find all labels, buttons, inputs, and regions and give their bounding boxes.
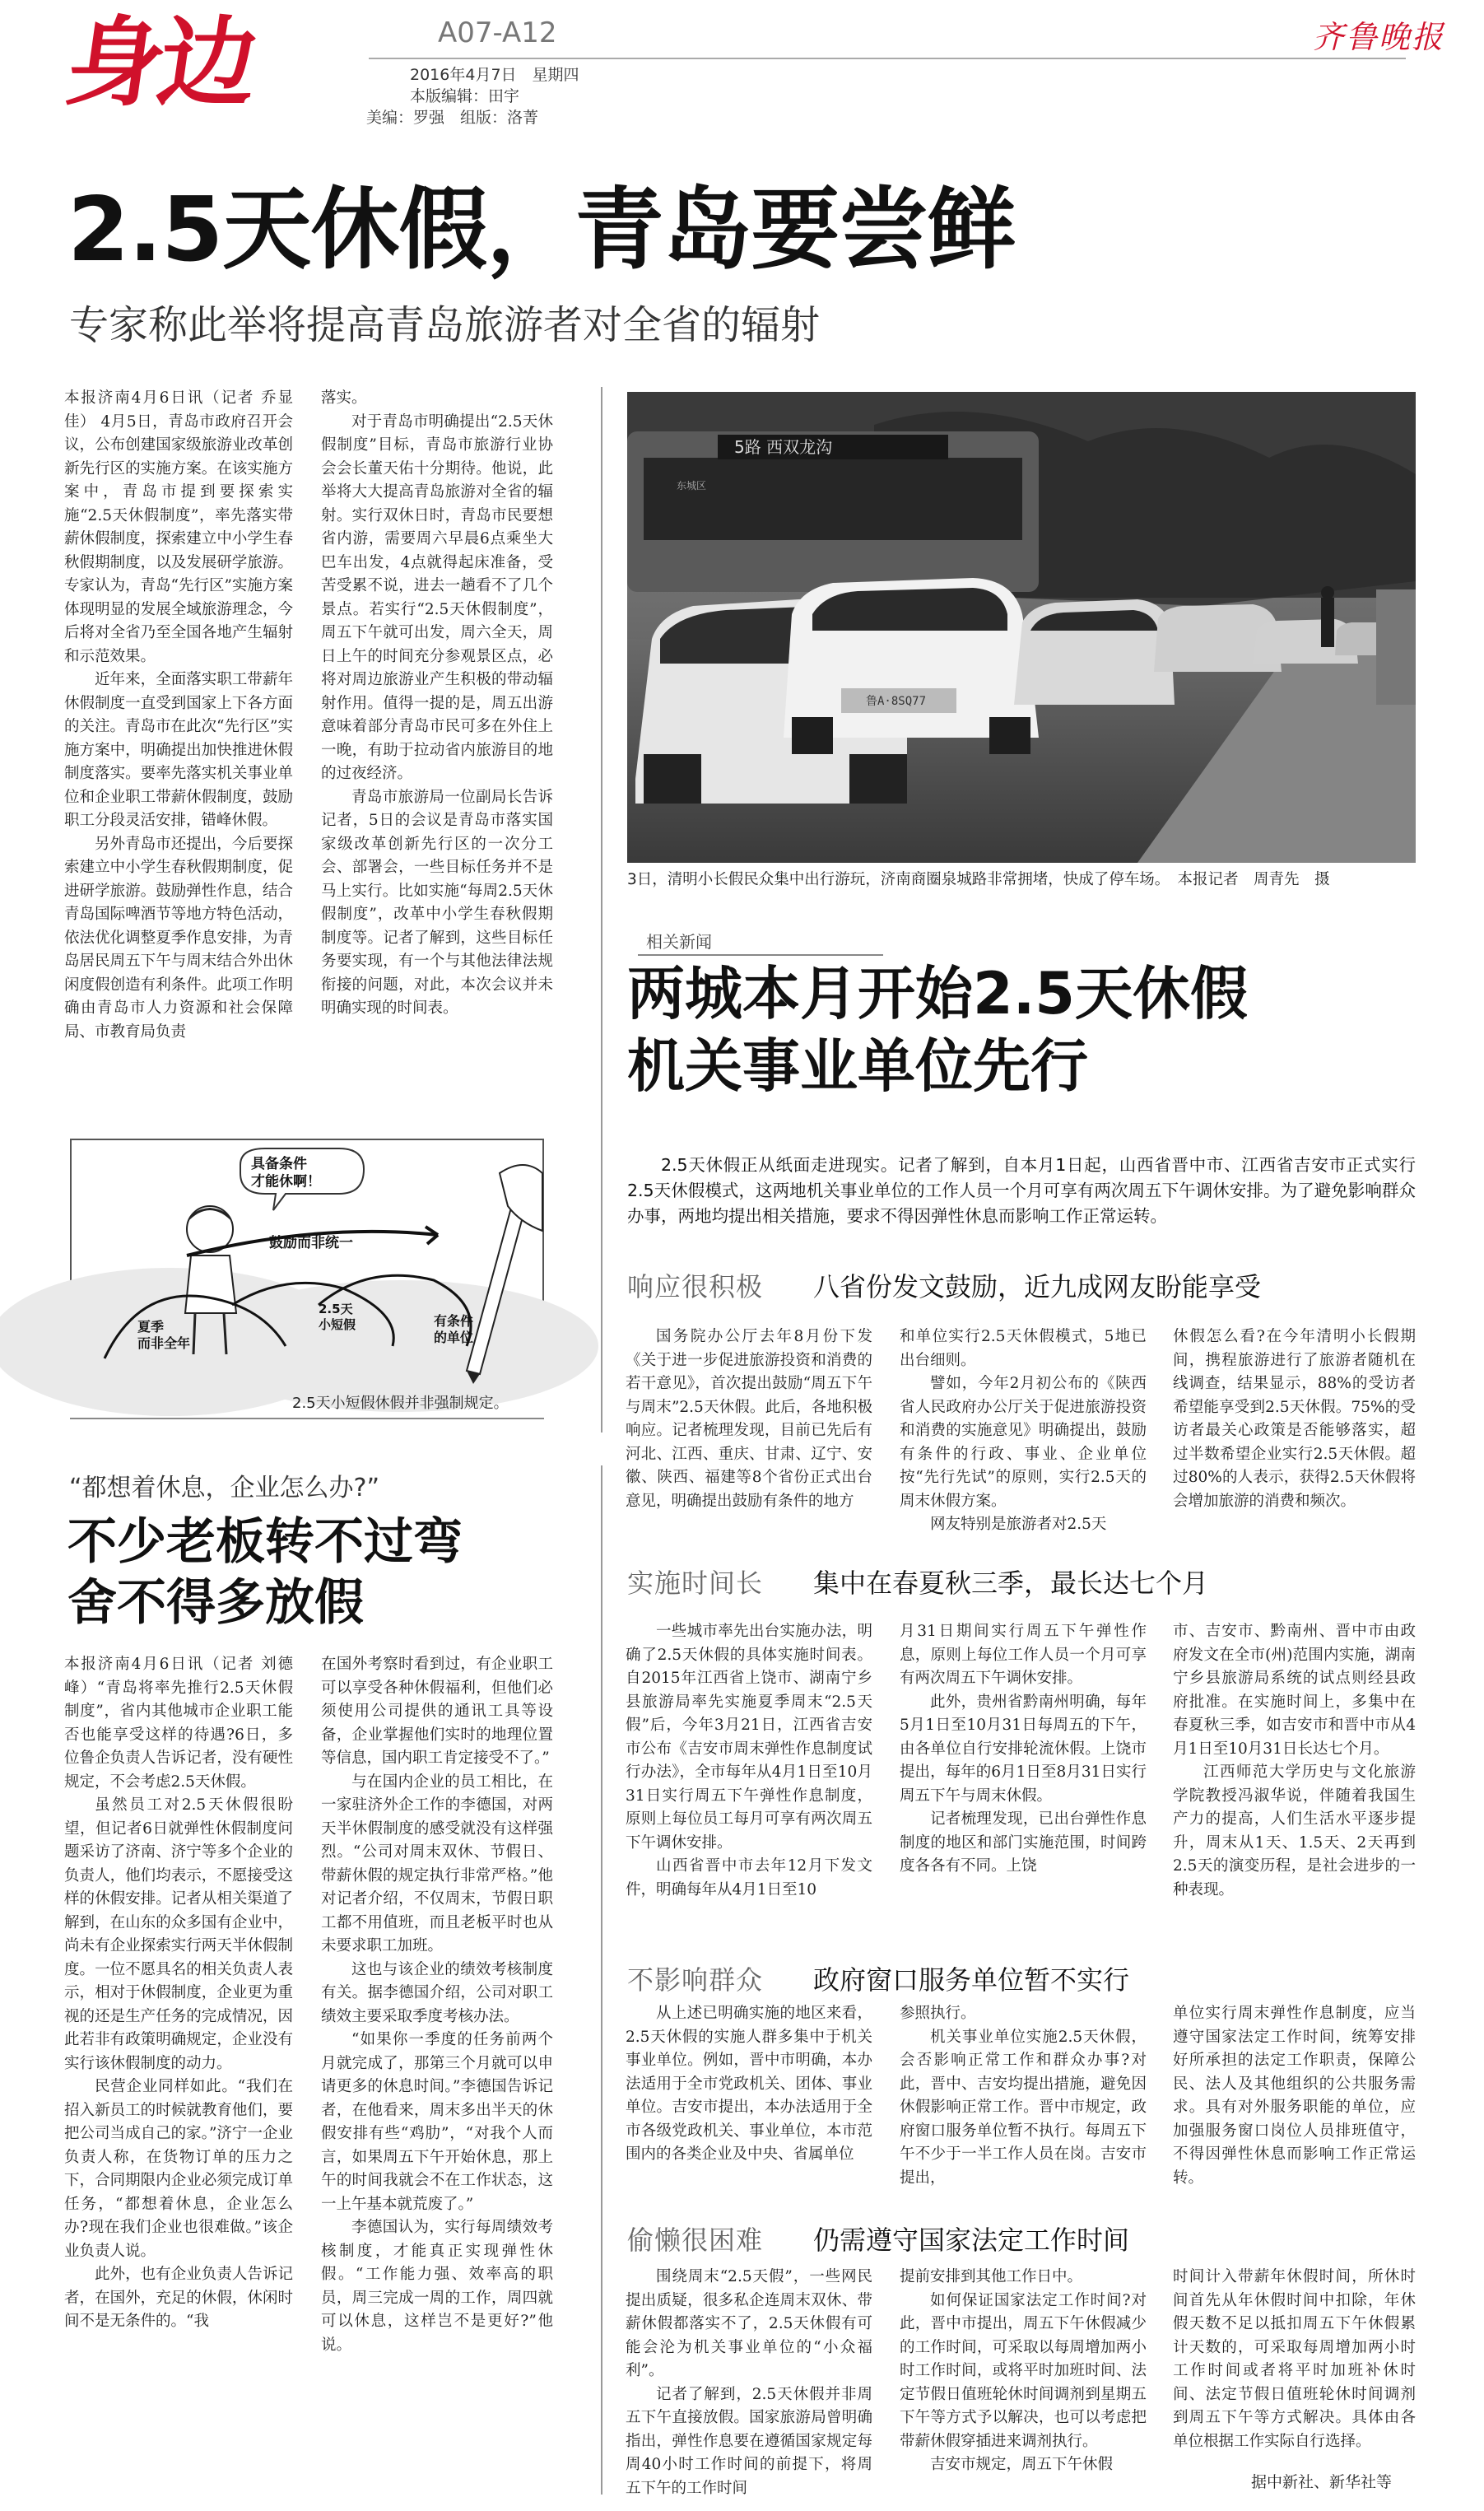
issue-date: 2016年4月7日 星期四	[410, 66, 579, 84]
section4-col-2: 提前安排到其他工作日中。 如何保证国家法定工作时间?对此，晋中市提出，周五下午休假减少的工作时间，可采取以每周增加两小时工作时间，或将平时加班时间、法定节假日值班轮休时间调剂到星期五下午等方式予以解决，也可以考虑把带薪休假穿插进来调剂执行。 吉安市规定，周五下午休假	[900, 2268, 1147, 2473]
bus-destination-sign: 5路 西双龙沟	[734, 437, 833, 457]
page-designer: 美编：罗强 组版：洛菁	[366, 109, 539, 127]
bus-route-note: 东城区	[677, 480, 707, 491]
label-line: 的单位	[434, 1330, 474, 1345]
section3-col-3: 单位实行周末弹性作息制度，应当遵守国家法定工作时间，统筹安排好所承担的法定工作职责，保障公民、法人及其他组织的公共服务需求。具有对外服务职能的单位，应加强服务窗口岗位人员排班值守，不得因弹性休息而影响工作正常运转。	[1173, 2005, 1416, 2187]
car-white-suv	[784, 578, 1039, 754]
cartoon-rule	[70, 1418, 544, 1419]
section3-col-1: 从上述已明确实施的地区来看，2.5天休假的实施人群多集中于机关事业单位。例如，晋中市明确，本办法适用于全市党政机关、团体、事业单位。吉安市提出，本办法适用于全市各级党政机关、事业单位，本市范围内的各类企业及中央、省属单位	[626, 2005, 872, 2163]
car-middle	[1014, 599, 1175, 705]
column-divider	[601, 1465, 602, 2495]
page-editor: 本版编辑：田宇	[410, 87, 520, 105]
section3-label: 不影响群众	[627, 1964, 764, 1996]
related-title-line1: 两城本月开始2.5天休假	[627, 960, 1249, 1027]
story2-title-line2: 舍不得多放假	[67, 1574, 364, 1632]
main-headline: 2.5天休假，青岛要尝鲜	[67, 179, 1016, 282]
section2-label: 实施时间长	[627, 1568, 764, 1599]
traffic-photo	[627, 392, 1416, 863]
section3-title: 政府窗口服务单位暂不实行	[813, 1964, 1130, 1996]
section1-col-2: 和单位实行2.5天休假模式，5地已出台细则。 譬如，今年2月初公布的《陕西省人民政府办公厅关于促进旅游投资和消费的实施意见》明确提出，鼓励有条件的行政、事业、企业单位按“先行先试”的原则，实行2.5天的周末休假方案。 网友特别是旅游者对2.5天	[900, 1328, 1147, 1533]
main-col-2: 落实。 对于青岛市明确提出“2.5天休假制度”目标，青岛市旅游行业协会会长董天佑十分期待。他说，此举将大大提高青岛旅游对全省的辐射。实行双休日时，青岛市民要想省内游，需要周六早晨6点乘坐大巴车出发，4点就得起床准备，受苦受累不说，进去一趟看不了几个景点。若实行“2.5天休假制度”，周五下午就可出发，周六全天，周日上午的时间充分参观景区点，必将对周边旅游业产生积极的带动辐射作用。值得一提的是，周五出游意味着部分青岛市民可多在外住上一晚，有助于拉动省内旅游目的地的过夜经济。 青岛市旅游局一位副局长告诉记者，5日的会议是青岛市落实国家级改革创新先行区的一次分工会、部署会，一些目标任务并不是马上实行。比如实施“每周2.5天休假制度”，改革中小学生春秋假期制度等。记者了解到，这些目标任务要实现，有一个与其他法律法规衔接的问题，对此，本次会议并未明确实现的时间表。	[321, 389, 553, 1017]
story2-kicker: “都想着休息，企业怎么办?”	[69, 1474, 380, 1502]
story2-col-2: 在国外考察时看到过，有企业职工可以享受各种休假福利，但他们必须使用公司提供的通讯工具等设备，企业掌握他们实时的地理位置等信息，国内职工肯定接受不了。” 与在国内企业的员工相比，在一家驻济外企工作的李德国，对两天半休假制度的感受就没有这样强烈。“公司对周末双休、节假日、带薪休假的规定执行非常严格。”他对记者介绍，不仅周末，节假日职工都不用值班，而且老板平时也从未要求职工加班。 这也与该企业的绩效考核制度有关。据李德国介绍，公司对职工绩效主要采取季度考核办法。 “如果你一季度的任务前两个月就完成了，那第三个月就可以申请更多的休息时间。”李德国告诉记者，在他看来，周末多出半天的休假安排有些“鸡肋”，“对我个人而言，如果周五下午开始休息，那上午的时间我就会不在工作状态，这一上午基本就荒废了。” 李德国认为，实行每周绩效考核制度，才能真正实现弹性休假。“工作能力强、效率高的职员，周三完成一周的工作，周四就可以休息，这样岂不是更好?”他说。	[321, 1656, 553, 2354]
story2-title-line1: 不少老板转不过弯	[67, 1513, 463, 1571]
photo-caption: 3日，清明小长假民众集中出行游玩，济南商圈泉城路非常拥堵，快成了停车场。 本报记者 周青先 摄	[627, 871, 1330, 888]
main-col-1: 本报济南4月6日讯（记者 乔显佳） 4月5日，青岛市政府召开会议，公布创建国家级旅游业改革创新先行区的实施方案。在该实施方案中，青岛市提到要探索实施“2.5天休假制度”，率先落实带薪休假制度，探索建立中小学生春秋假期制度，以及发展研学旅游。专家认为，青岛“先行区”实施方案体现明显的发展全域旅游理念，今后将对全省乃至全国各地产生辐射和示范效果。 近年来，全面落实职工带薪年休假制度一直受到国家上下各方面的关注。青岛市在此次“先行区”实施方案中，明确提出加快推进休假制度落实。要率先落实机关事业单位和企业职工带薪休假制度，鼓励职工分段灵活安排，错峰休假。 另外青岛市还提出，今后要探索建立中小学生春秋假期制度，促进研学旅游。鼓励弹性作息，结合青岛国际啤酒节等地方特色活动，依法优化调整夏季作息安排，为青岛居民周五下午与周末结合外出休闲度假创造有利条件。此项工作明确由青岛市人力资源和社会保障局、市教育局负责	[64, 389, 293, 1041]
section4-col-1: 围绕周末“2.5天假”，一些网民提出质疑，很多私企连周末双休、带薪休假都落实不了，2.5天休假有可能会沦为机关事业单位的“小众福利”。 记者了解到，2.5天休假并非周五下午直接放假。国家旅游局曾明确指出，弹性作息要在遵循国家规定每周40小时工作时间的前提下，将周五下午的工作时间	[626, 2268, 872, 2497]
related-title-line2: 机关事业单位先行	[627, 1032, 1088, 1100]
label-line: 才能休啊！	[251, 1173, 321, 1190]
circle-label-summer: 夏季而非全年	[137, 1319, 191, 1351]
section1-title: 八省份发文鼓励，近九成网友盼能享受	[813, 1271, 1262, 1302]
section2-col-2: 月31日期间实行周五下午弹性作息，原则上每位工作人员一个月可享有两次周五下午调休安排。 此外，贵州省黔南州明确，每年5月1日至10月31日每周五的下午，由各单位自行安排轮流休假。上饶市提出，每年的6月1日至8月31日实行周五下午与周末休假。 记者梳理发现，已出台弹性作息制度的地区和部门实施范围，时间跨度各各有不同。上饶	[900, 1623, 1147, 1875]
related-lead: 2.5天休假正从纸面走进现实。记者了解到，自本月1日起，山西省晋中市、江西省吉安市正式实行2.5天休假模式，这两地机关事业单位的工作人员一个月可享有两次周五下午调休安排。为了避免影响群众办事，两地均提出相关措施，要求不得因弹性休息而影响工作正常运转。	[627, 1155, 1416, 1226]
main-subtitle: 专家称此举将提高青岛旅游者对全省的辐射	[69, 302, 821, 348]
newspaper-logo: 齐鲁晚报	[1313, 19, 1445, 55]
section4-title: 仍需遵守国家法定工作时间	[813, 2224, 1130, 2256]
story2-col-1: 本报济南4月6日讯（记者 刘德峰）“青岛将率先推行2.5天休假制度”，省内其他城市企业职工能否也能享受这样的待遇?6日，多位鲁企负责人告诉记者，没有硬性规定，不会考虑2.5天休假。 虽然员工对2.5天休假很盼望，但记者6日就弹性休假制度问题采访了济南、济宁等多个企业的负责人，他们均表示，不愿接受这样的休假安排。记者从相关渠道了解到，在山东的众多国有企业中，尚未有企业探索实行两天半休假制度。一位不愿具名的相关负责人表示，相对于休假制度，企业更为重视的还是生产任务的完成情况，因此若非有政策明确规定，企业没有实行该休假制度的动力。 民营企业同样如此。“我们在招入新员工的时候就教育他们，要把公司当成自己的家。”济宁一企业负责人称，在货物订单的压力之下，合同期限内企业必须完成订单任务，“都想着休息，企业怎么办?现在我们企业也很难做。”该企业负责人说。 此外，也有企业负责人告诉记者，在国外，充足的休假，休闲时间不是无条件的。“我	[64, 1656, 293, 2330]
section2-col-3: 市、吉安市、黔南州、晋中市由政府发文在全市(州)范围内实施，湖南宁乡县旅游局系统的试点则经县政府批准。在实施时间上，多集中在春夏秋三季，如吉安市和晋中市从4月1日至10月31日长达七个月。 江西师范大学历史与文化旅游学院教授冯淑华说，伴随着我国生产力的提高，人们生活水平逐步提升，周末从1天、1.5天、2天再到2.5天的演变历程，是社会进步的一种表现。	[1173, 1623, 1416, 1898]
section3-col-2: 参照执行。 机关事业单位实施2.5天休假，会否影响正常工作和群众办事?对此，晋中、吉安均提出措施，避免因休假影响正常工作。晋中市规定，政府窗口服务单位暂不执行。每周五下午不少于一半工作人员在岗。吉安市提出，	[900, 2005, 1147, 2187]
label-line: 而非全年	[137, 1335, 191, 1351]
section1-col-3: 休假怎么看?在今年清明小长假期间，携程旅游进行了旅游者随机在线调查，结果显示，88%的受访者希望能享受到2.5天休假。75%的受访者最关心政策是否能够落实，超过半数希望企业实行2.5天休假。超过80%的人表示，获得2.5天休假将会增加旅游的消费和频次。	[1173, 1328, 1416, 1510]
speech-bubble: 具备条件才能休啊！	[251, 1156, 321, 1190]
section1-col-1: 国务院办公厅去年8月份下发《关于进一步促进旅游投资和消费的若干意见》，首次提出鼓励“周五下午与周末”2.5天休假。此后，各地积极响应。记者梳理发现，目前已先后有河北、江西、重庆、甘肃、辽宁、安徽、陕西、福建等8个省份正式出台意见，明确提出鼓励有条件的地方	[626, 1328, 872, 1510]
arrow-label: 鼓励而非统一	[269, 1235, 353, 1251]
section4-col-3: 时间计入带薪年休假时间，所休时间首先从年休假时间中扣除，年休假天数不足以抵扣周五下午休假累计天数的，可采取每周增加两小时工作时间或者将平时加班补休时间、法定节假日值班轮休时间调剂到周五下午等方式解决。具体由各单位根据工作实际自行选择。	[1173, 2268, 1416, 2450]
column-divider	[601, 387, 602, 1433]
cartoon-caption: 2.5天小短假休假并非强制规定。	[292, 1395, 509, 1412]
section-logo: 身边	[59, 6, 260, 119]
car-license-plate: 鲁A·8SQ77	[866, 695, 927, 708]
circle-label-units: 有条件的单位	[434, 1313, 474, 1345]
masthead-rule	[369, 58, 1406, 59]
pedestrian	[1321, 586, 1334, 647]
section2-title: 集中在春夏秋三季，最长达七个月	[813, 1568, 1209, 1599]
page-range: A07-A12	[438, 16, 557, 49]
label-line: 小短假	[319, 1316, 356, 1332]
section2-col-1: 一些城市率先出台实施办法，明确了2.5天休假的具体实施时间表。自2015年江西省上饶市、湖南宁乡县旅游局率先实施夏季周末“2.5天假”后，今年3月21日，江西省吉安市公布《吉安市周末弹性作息制度试行办法》，全市每年从4月1日至10月31日实行周五下午弹性作息制度，原则上每位员工每月可享有两次周五下午调休安排。 山西省晋中市去年12月下发文件，明确每年从4月1日至10	[626, 1623, 872, 1898]
section4-label: 偷懒很困难	[627, 2224, 764, 2256]
bus	[627, 431, 1039, 592]
section1-label: 响应很积极	[627, 1271, 764, 1302]
cartoon-frame	[70, 1139, 544, 1386]
circle-label-short-break: 2.5天小短假	[319, 1302, 356, 1332]
source-credit: 据中新社、新华社等	[1251, 2473, 1393, 2491]
related-label: 相关新闻	[638, 929, 883, 956]
